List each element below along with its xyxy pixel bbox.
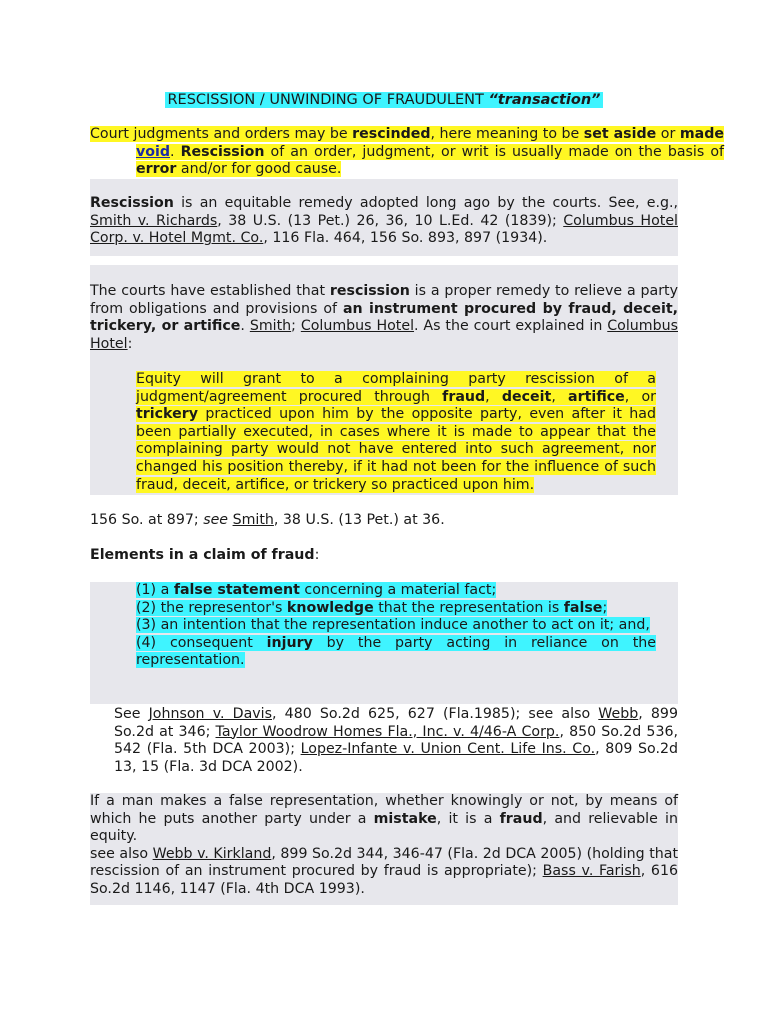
text-run: (1) a [136, 582, 174, 598]
text-run: false statement [173, 582, 300, 598]
text-run: error [136, 161, 177, 178]
mistake-text [90, 793, 678, 846]
text-run: rescinded [352, 126, 431, 142]
quote-runs [136, 371, 656, 493]
text-run: that the representation is [373, 599, 564, 616]
courts-paragraph [90, 265, 678, 371]
text-run: see [203, 512, 229, 528]
text-run: : [314, 547, 320, 563]
text-run: mistake [373, 810, 437, 827]
text-run: by the party acting in reliance on the representation. [136, 634, 656, 669]
text-run: knowledge [286, 599, 374, 616]
text-run: , it is a [436, 810, 500, 827]
text-run: , 899 So.2d at 346; [114, 706, 678, 740]
element-item-3 [136, 617, 656, 635]
case-citation-link[interactable]: Bass v. Farish [542, 863, 641, 880]
text-run: and/or for good cause. [176, 161, 342, 178]
text-run: is a proper remedy to relieve a party from obligations and provisions of [90, 283, 679, 317]
element-item-2 [136, 600, 656, 618]
text-run: . [170, 143, 181, 160]
rescission-paragraph [90, 179, 678, 256]
text-run: , 116 Fla. 464, 156 So. 893, 897 (1934). [263, 230, 548, 247]
text-run: is an equitable remedy adopted long ago by the courts. See, e.g., [173, 195, 678, 211]
title-italic: “transaction” [488, 92, 601, 108]
text-run: Rescission [90, 195, 174, 211]
text-run: artifice [568, 388, 625, 405]
void-link[interactable]: void [136, 143, 171, 160]
text-run: ; [602, 599, 608, 616]
text-run: , 38 U.S. (13 Pet.) 26, 36, 10 L.Ed. 42 (1839); [217, 212, 564, 229]
case-citation-link[interactable]: Webb v. Kirkland [152, 845, 272, 862]
elements-block [90, 582, 678, 704]
text-run: See [114, 706, 149, 722]
text-run: , 38 U.S. (13 Pet.) at 36. [273, 512, 445, 528]
quote-text [136, 371, 656, 494]
elements-heading [90, 547, 678, 565]
intro-paragraph [90, 126, 724, 179]
case-citation-link[interactable]: Webb [598, 706, 639, 722]
text-run: trickery [136, 406, 198, 423]
text-run: . As the court explained in [414, 318, 608, 335]
text-run: see also [90, 845, 153, 862]
text-run: ; [291, 318, 301, 335]
text-run: (4) consequent [136, 634, 267, 651]
case-citation-link[interactable]: Columbus Hotel [300, 318, 415, 335]
see-runs [114, 706, 678, 775]
text-run: (3) an intention that the representation induce another to act on it; and, [136, 617, 650, 634]
text-run: , 899 So.2d 344, 346-47 (Fla. 2d DCA 2005) (holding that rescission of an instrument procured by fraud is appropriate); [90, 845, 679, 880]
intro-runs [90, 126, 724, 177]
text-run: , 480 So.2d 625, 627 (Fla.1985); see also [272, 706, 599, 722]
text-run: , and relievable in equity. [90, 810, 678, 845]
text-run: an instrument procured by fraud, deceit, trickery, or artifice [90, 300, 678, 335]
case-citation-link[interactable]: Smith [232, 512, 274, 528]
rescission-runs [90, 195, 678, 246]
case-citation-link[interactable]: Smith [249, 318, 292, 335]
text-run: (2) the representor's [136, 599, 287, 616]
courts-runs [90, 283, 678, 352]
text-run: or [656, 126, 680, 142]
element-item-1 [136, 582, 656, 600]
see-also-block [90, 706, 678, 776]
text-run: , 616 So.2d 1146, 1147 (Fla. 4th DCA 1993). [90, 863, 678, 897]
document-title [90, 90, 678, 110]
title-main: RESCISSION / UNWINDING OF FRAUDULENT [167, 92, 489, 108]
case-citation-link[interactable]: Columbus Hotel [90, 318, 678, 352]
case-citation-link[interactable]: Johnson v. Davis [148, 706, 272, 722]
text-run: false [563, 599, 603, 616]
text-run: set aside [583, 126, 657, 142]
text-run: concerning a material fact; [299, 582, 497, 598]
text-run: If a man makes a false representation, whether knowingly or not, by means of which he puts another party under a [90, 793, 678, 827]
citation-line [90, 512, 678, 530]
case-citation-link[interactable]: Smith v. Richards [90, 212, 218, 229]
quote-block [90, 371, 678, 495]
text-run: of an order, judgment, or writ is usually made on the basis of [264, 143, 724, 160]
text-run: , or [624, 388, 656, 405]
text-run: made [679, 126, 724, 142]
text-run: fraud [499, 810, 543, 827]
text-run: Equity will grant to a complaining party rescission of a judgment/agreement procured through [136, 371, 656, 405]
see-also-text [114, 706, 678, 776]
text-run: , here meaning to be [430, 126, 584, 142]
text-run: , [485, 388, 502, 405]
citation-runs [90, 512, 445, 528]
elements-list [136, 582, 656, 670]
text-run: , [551, 388, 569, 405]
text-run: , 809 So.2d 13, 15 (Fla. 3d DCA 2002). [114, 741, 678, 775]
case-citation-link[interactable]: Columbus Hotel Corp. v. Hotel Mgmt. Co. [90, 212, 678, 247]
text-run: rescission [329, 283, 410, 299]
text-run: Court judgments and orders may be [90, 126, 353, 142]
text-run: 156 So. at 897; [90, 512, 204, 528]
text-run: . [240, 318, 250, 335]
text-run: deceit [501, 388, 552, 405]
elements-heading-runs [90, 547, 319, 563]
text-run: , 850 So.2d 536, 542 (Fla. 5th DCA 2003); [114, 723, 679, 758]
mistake-paragraph [90, 793, 678, 905]
text-run: : [127, 335, 133, 352]
text-run: Elements in a claim of fraud [90, 547, 315, 563]
text-run: injury [266, 634, 313, 651]
text-run: Rescission [180, 143, 265, 160]
webb-kirkland-text [90, 846, 678, 899]
text-run: fraud [442, 388, 486, 405]
text-run: practiced upon him by the opposite party, even after it had been partially executed, in cases where it is made to appear that the complaining party would not have entered into such agreement, nor changed his position thereby, if it had not been for the influence of such fraud, deceit, artifice, or trickery so practiced upon him. [136, 406, 656, 493]
case-citation-link[interactable]: Lopez-Infante v. Union Cent. Life Ins. Co. [300, 741, 596, 758]
text-run: The courts have established that [90, 283, 330, 299]
element-item-4 [136, 635, 656, 670]
case-citation-link[interactable]: Taylor Woodrow Homes Fla., Inc. v. 4/46-A Corp. [215, 723, 560, 740]
